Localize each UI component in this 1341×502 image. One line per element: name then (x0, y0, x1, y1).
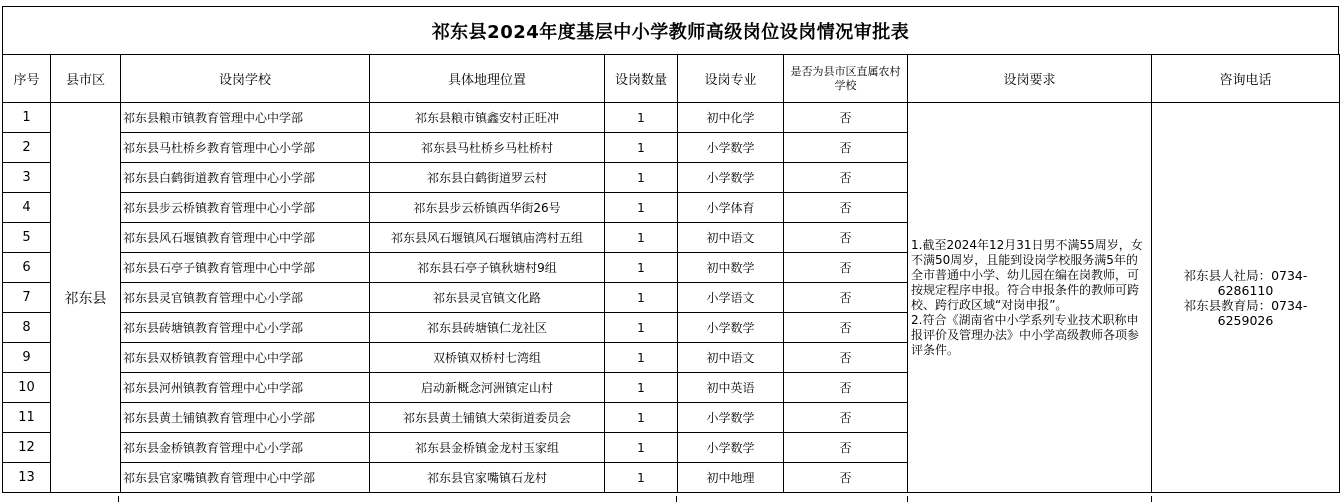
row-index: 11 (3, 403, 51, 433)
header-quantity: 设岗数量 (605, 55, 678, 103)
quantity-cell: 1 (605, 343, 678, 373)
school-cell: 祁东县石亭子镇教育管理中心中学部 (121, 253, 370, 283)
location-cell: 启动新概念河洲镇定山村 (370, 373, 605, 403)
subject-cell: 初中数学 (678, 253, 784, 283)
school-cell: 祁东县金桥镇教育管理中心小学部 (121, 433, 370, 463)
school-cell: 祁东县灵官镇教育管理中心小学部 (121, 283, 370, 313)
quantity-cell: 1 (605, 223, 678, 253)
subject-cell: 小学数学 (678, 403, 784, 433)
location-cell: 祁东县官家嘴镇石龙村 (370, 463, 605, 493)
quantity-cell: 1 (605, 403, 678, 433)
quantity-cell: 1 (605, 193, 678, 223)
header-county: 县市区 (51, 55, 121, 103)
requirements-cell: 1.截至2024年12月31日男不满55周岁，女不满50周岁，且能到设岗学校服务满5年的全市普通中小学、幼儿园在编在岗教师，可按规定程序申报。符合申报条件的教师可跨校、跨行政区域“对岗申报”。 2.符合《湖南省中小学系列专业技术职称申报评价及管理办法》中小学高级教师各项参评条件。 (908, 103, 1152, 493)
location-cell: 祁东县灵官镇文化路 (370, 283, 605, 313)
header-row (3, 55, 1340, 103)
school-cell: 祁东县风石堰镇教育管理中心中学部 (121, 223, 370, 253)
location-cell: 双桥镇双桥村七湾组 (370, 343, 605, 373)
rural-cell: 否 (784, 133, 908, 163)
location-cell: 祁东县步云桥镇西华街26号 (370, 193, 605, 223)
subject-cell: 小学数学 (678, 313, 784, 343)
subject-cell: 小学数学 (678, 133, 784, 163)
quantity-cell: 1 (605, 163, 678, 193)
school-cell: 祁东县砖塘镇教育管理中心小学部 (121, 313, 370, 343)
sheet-title: 祁东县2024年度基层中小学教师高级岗位设岗情况审批表 (2, 6, 1339, 54)
school-cell: 祁东县白鹤街道教育管理中心小学部 (121, 163, 370, 193)
subject-cell: 初中化学 (678, 103, 784, 133)
row-index: 2 (3, 133, 51, 163)
approval-table (2, 54, 1340, 493)
subject-cell: 小学体育 (678, 193, 784, 223)
rural-cell: 否 (784, 283, 908, 313)
quantity-cell: 1 (605, 253, 678, 283)
school-cell: 祁东县河州镇教育管理中心中学部 (121, 373, 370, 403)
rural-cell: 否 (784, 463, 908, 493)
rural-cell: 否 (784, 313, 908, 343)
quantity-cell: 1 (605, 103, 678, 133)
subject-cell: 初中语文 (678, 343, 784, 373)
header-subject: 设岗专业 (678, 55, 784, 103)
table-divider (907, 496, 908, 502)
row-index: 12 (3, 433, 51, 463)
subject-cell: 初中英语 (678, 373, 784, 403)
table-body (3, 103, 1340, 493)
location-cell: 祁东县白鹤街道罗云村 (370, 163, 605, 193)
table-divider (676, 496, 677, 502)
quantity-cell: 1 (605, 373, 678, 403)
quantity-cell: 1 (605, 463, 678, 493)
rural-cell: 否 (784, 343, 908, 373)
subject-cell: 初中语文 (678, 223, 784, 253)
header-index: 序号 (3, 55, 51, 103)
subject-cell: 小学数学 (678, 433, 784, 463)
rural-cell: 否 (784, 193, 908, 223)
rural-cell: 否 (784, 223, 908, 253)
location-cell: 祁东县风石堰镇风石堰镇庙湾村五组 (370, 223, 605, 253)
rural-cell: 否 (784, 373, 908, 403)
location-cell: 祁东县石亭子镇秋塘村9组 (370, 253, 605, 283)
row-index: 5 (3, 223, 51, 253)
school-cell: 祁东县官家嘴镇教育管理中心中学部 (121, 463, 370, 493)
header-phone: 咨询电话 (1152, 55, 1340, 103)
location-cell: 祁东县粮市镇鑫安村正旺冲 (370, 103, 605, 133)
subject-cell: 小学数学 (678, 163, 784, 193)
header-location: 具体地理位置 (370, 55, 605, 103)
row-index: 6 (3, 253, 51, 283)
rural-cell: 否 (784, 103, 908, 133)
school-cell: 祁东县黄土铺镇教育管理中心小学部 (121, 403, 370, 433)
school-cell: 祁东县步云桥镇教育管理中心小学部 (121, 193, 370, 223)
county-cell: 祁东县 (51, 103, 121, 493)
row-index: 7 (3, 283, 51, 313)
table-row (3, 103, 1340, 133)
quantity-cell: 1 (605, 433, 678, 463)
rural-cell: 否 (784, 433, 908, 463)
location-cell: 祁东县黄土铺镇大荣街道委员会 (370, 403, 605, 433)
school-cell: 祁东县马杜桥乡教育管理中心小学部 (121, 133, 370, 163)
quantity-cell: 1 (605, 283, 678, 313)
row-index: 4 (3, 193, 51, 223)
header-rural: 是否为县市区直属农村学校 (784, 55, 908, 103)
rural-cell: 否 (784, 403, 908, 433)
table-divider (118, 496, 119, 502)
location-cell: 祁东县金桥镇金龙村玉家组 (370, 433, 605, 463)
header-requirements: 设岗要求 (908, 55, 1152, 103)
location-cell: 祁东县砖塘镇仁龙社区 (370, 313, 605, 343)
phone-cell: 祁东县人社局：0734-6286110 祁东县教育局：0734-6259026 (1152, 103, 1340, 493)
row-index: 3 (3, 163, 51, 193)
rural-cell: 否 (784, 163, 908, 193)
school-cell: 祁东县双桥镇教育管理中心中学部 (121, 343, 370, 373)
header-school: 设岗学校 (121, 55, 370, 103)
table-divider (1151, 496, 1152, 502)
row-index: 1 (3, 103, 51, 133)
row-index: 9 (3, 343, 51, 373)
row-index: 8 (3, 313, 51, 343)
quantity-cell: 1 (605, 133, 678, 163)
row-index: 10 (3, 373, 51, 403)
subject-cell: 小学语文 (678, 283, 784, 313)
location-cell: 祁东县马杜桥乡马杜桥村 (370, 133, 605, 163)
rural-cell: 否 (784, 253, 908, 283)
quantity-cell: 1 (605, 313, 678, 343)
school-cell: 祁东县粮市镇教育管理中心中学部 (121, 103, 370, 133)
subject-cell: 初中地理 (678, 463, 784, 493)
row-index: 13 (3, 463, 51, 493)
